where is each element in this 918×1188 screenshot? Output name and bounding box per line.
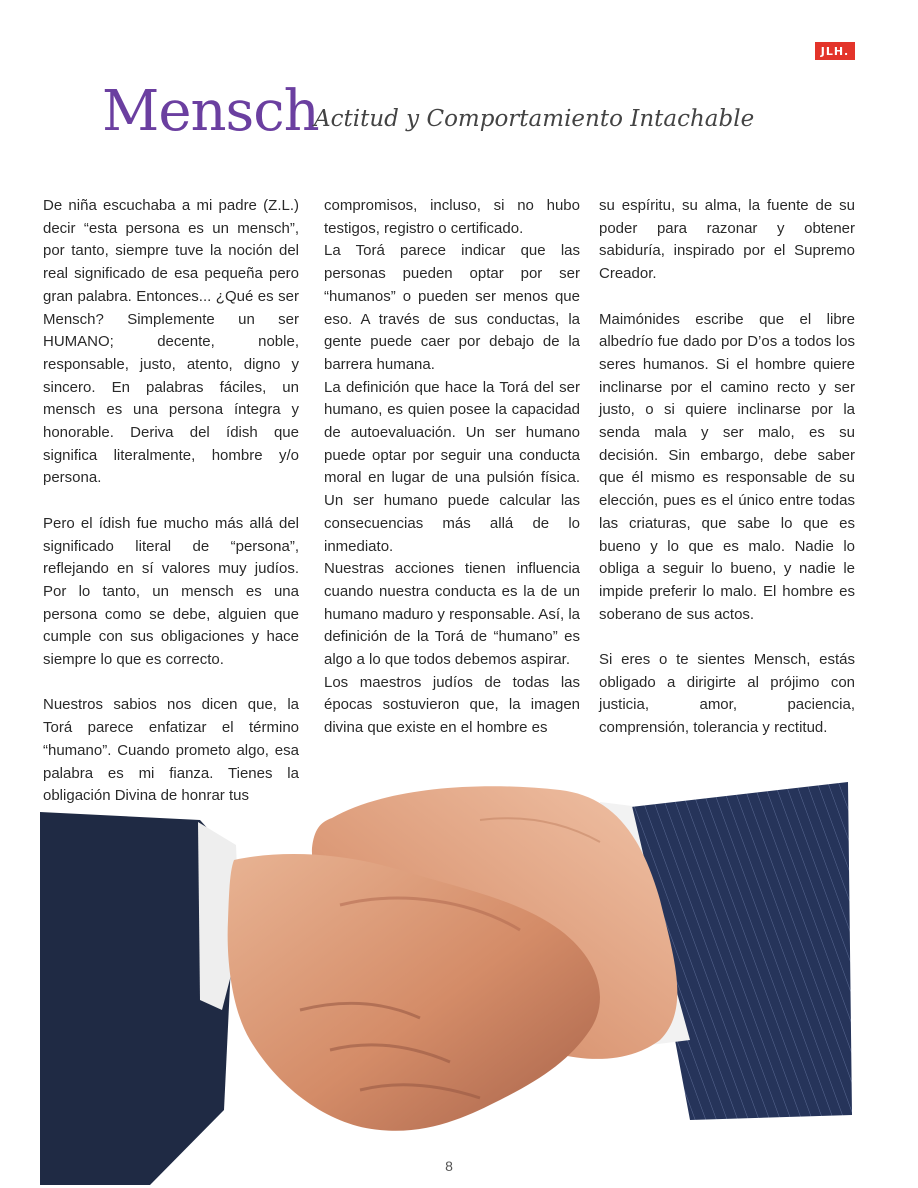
paragraph: Pero el ídish fue mucho más allá del significado literal de “persona”, reflejando en sí valores muy judíos. Por lo tanto, un mensch es una persona como se debe, alguien que cumple con sus obligaciones y hace siempre lo que es correcto. xyxy=(43,514,299,669)
paragraph: La definición que hace la Torá del ser humano, es quien posee la capacidad de autoevaluación. Un ser humano puede optar por seguir una conducta moral en lugar de una pulsión física. Un ser humano puede calcular las consecuencias más allá de lo inmediato. xyxy=(324,378,580,555)
text-column-3 xyxy=(599,195,855,740)
paragraph: Maimónides escribe que el libre albedrío fue dado por D’os a todos los seres humanos. Si el hombre quiere inclinarse por el camino recto y ser justo, o si quiere inclinarse por la senda mala y ser malo, es su decisión. Sin embargo, debe saber que él mismo es responsable de su elección, pues es el único entre todas las criaturas, que sabe lo que es bueno y lo que es malo. Nadie lo obliga a seguir lo bueno, y nadie le impide preferir lo malo. El hombre es soberano de sus actos. xyxy=(599,310,855,623)
paragraph: La Torá parece indicar que las personas pueden optar por ser “humanos” o pueden ser menos que eso. A través de sus conductas, la gente puede caer por debajo de la barrera humana. xyxy=(324,242,580,373)
paragraph: Los maestros judíos de todas las épocas sostuvieron que, la imagen divina que existe en el hombre es xyxy=(324,673,580,737)
publication-logo: JLH. xyxy=(815,42,855,60)
paragraph: De niña escuchaba a mi padre (Z.L.) decir “esta persona es un mensch”, por tanto, siempre tuve la noción del real significado de esa pequeña pero gran palabra. Entonces... ¿Qué es ser Mensch? Simplemente un ser HUMANO; decente, noble, responsable, justo, atento, digno y sincero. En palabras fáciles, un mensch es una persona íntegra y honorable. Deriva del ídish que significa literalmente, hombre y/o persona. xyxy=(43,197,299,487)
article-title: Mensch xyxy=(102,79,319,144)
article-subtitle: Actitud y Comportamiento Intachable xyxy=(314,106,755,132)
page-number: 8 xyxy=(445,1158,453,1174)
paragraph: Si eres o te sientes Mensch, estás obligado a dirigirte al prójimo con justicia, amor, paciencia, comprensión, tolerancia y rectitud. xyxy=(599,651,855,737)
paragraph: su espíritu, su alma, la fuente de su poder para razonar y obtener sabiduría, inspirado por el Supremo Creador. xyxy=(599,197,855,283)
paragraph: Nuestras acciones tienen influencia cuando nuestra conducta es la de un humano maduro y responsable. Así, la definición de la Torá de “humano” es algo a lo que todos debemos aspirar. xyxy=(324,560,580,669)
paragraph: Nuestros sabios nos dicen que, la Torá parece enfatizar el término “humano”. Cuando prometo algo, esa palabra es mi fianza. Tienes la obligación Divina de honrar tus xyxy=(43,696,299,805)
paragraph: compromisos, incluso, si no hubo testigos, registro o certificado. xyxy=(324,197,580,237)
text-column-1 xyxy=(43,195,299,808)
text-column-2 xyxy=(324,195,580,740)
